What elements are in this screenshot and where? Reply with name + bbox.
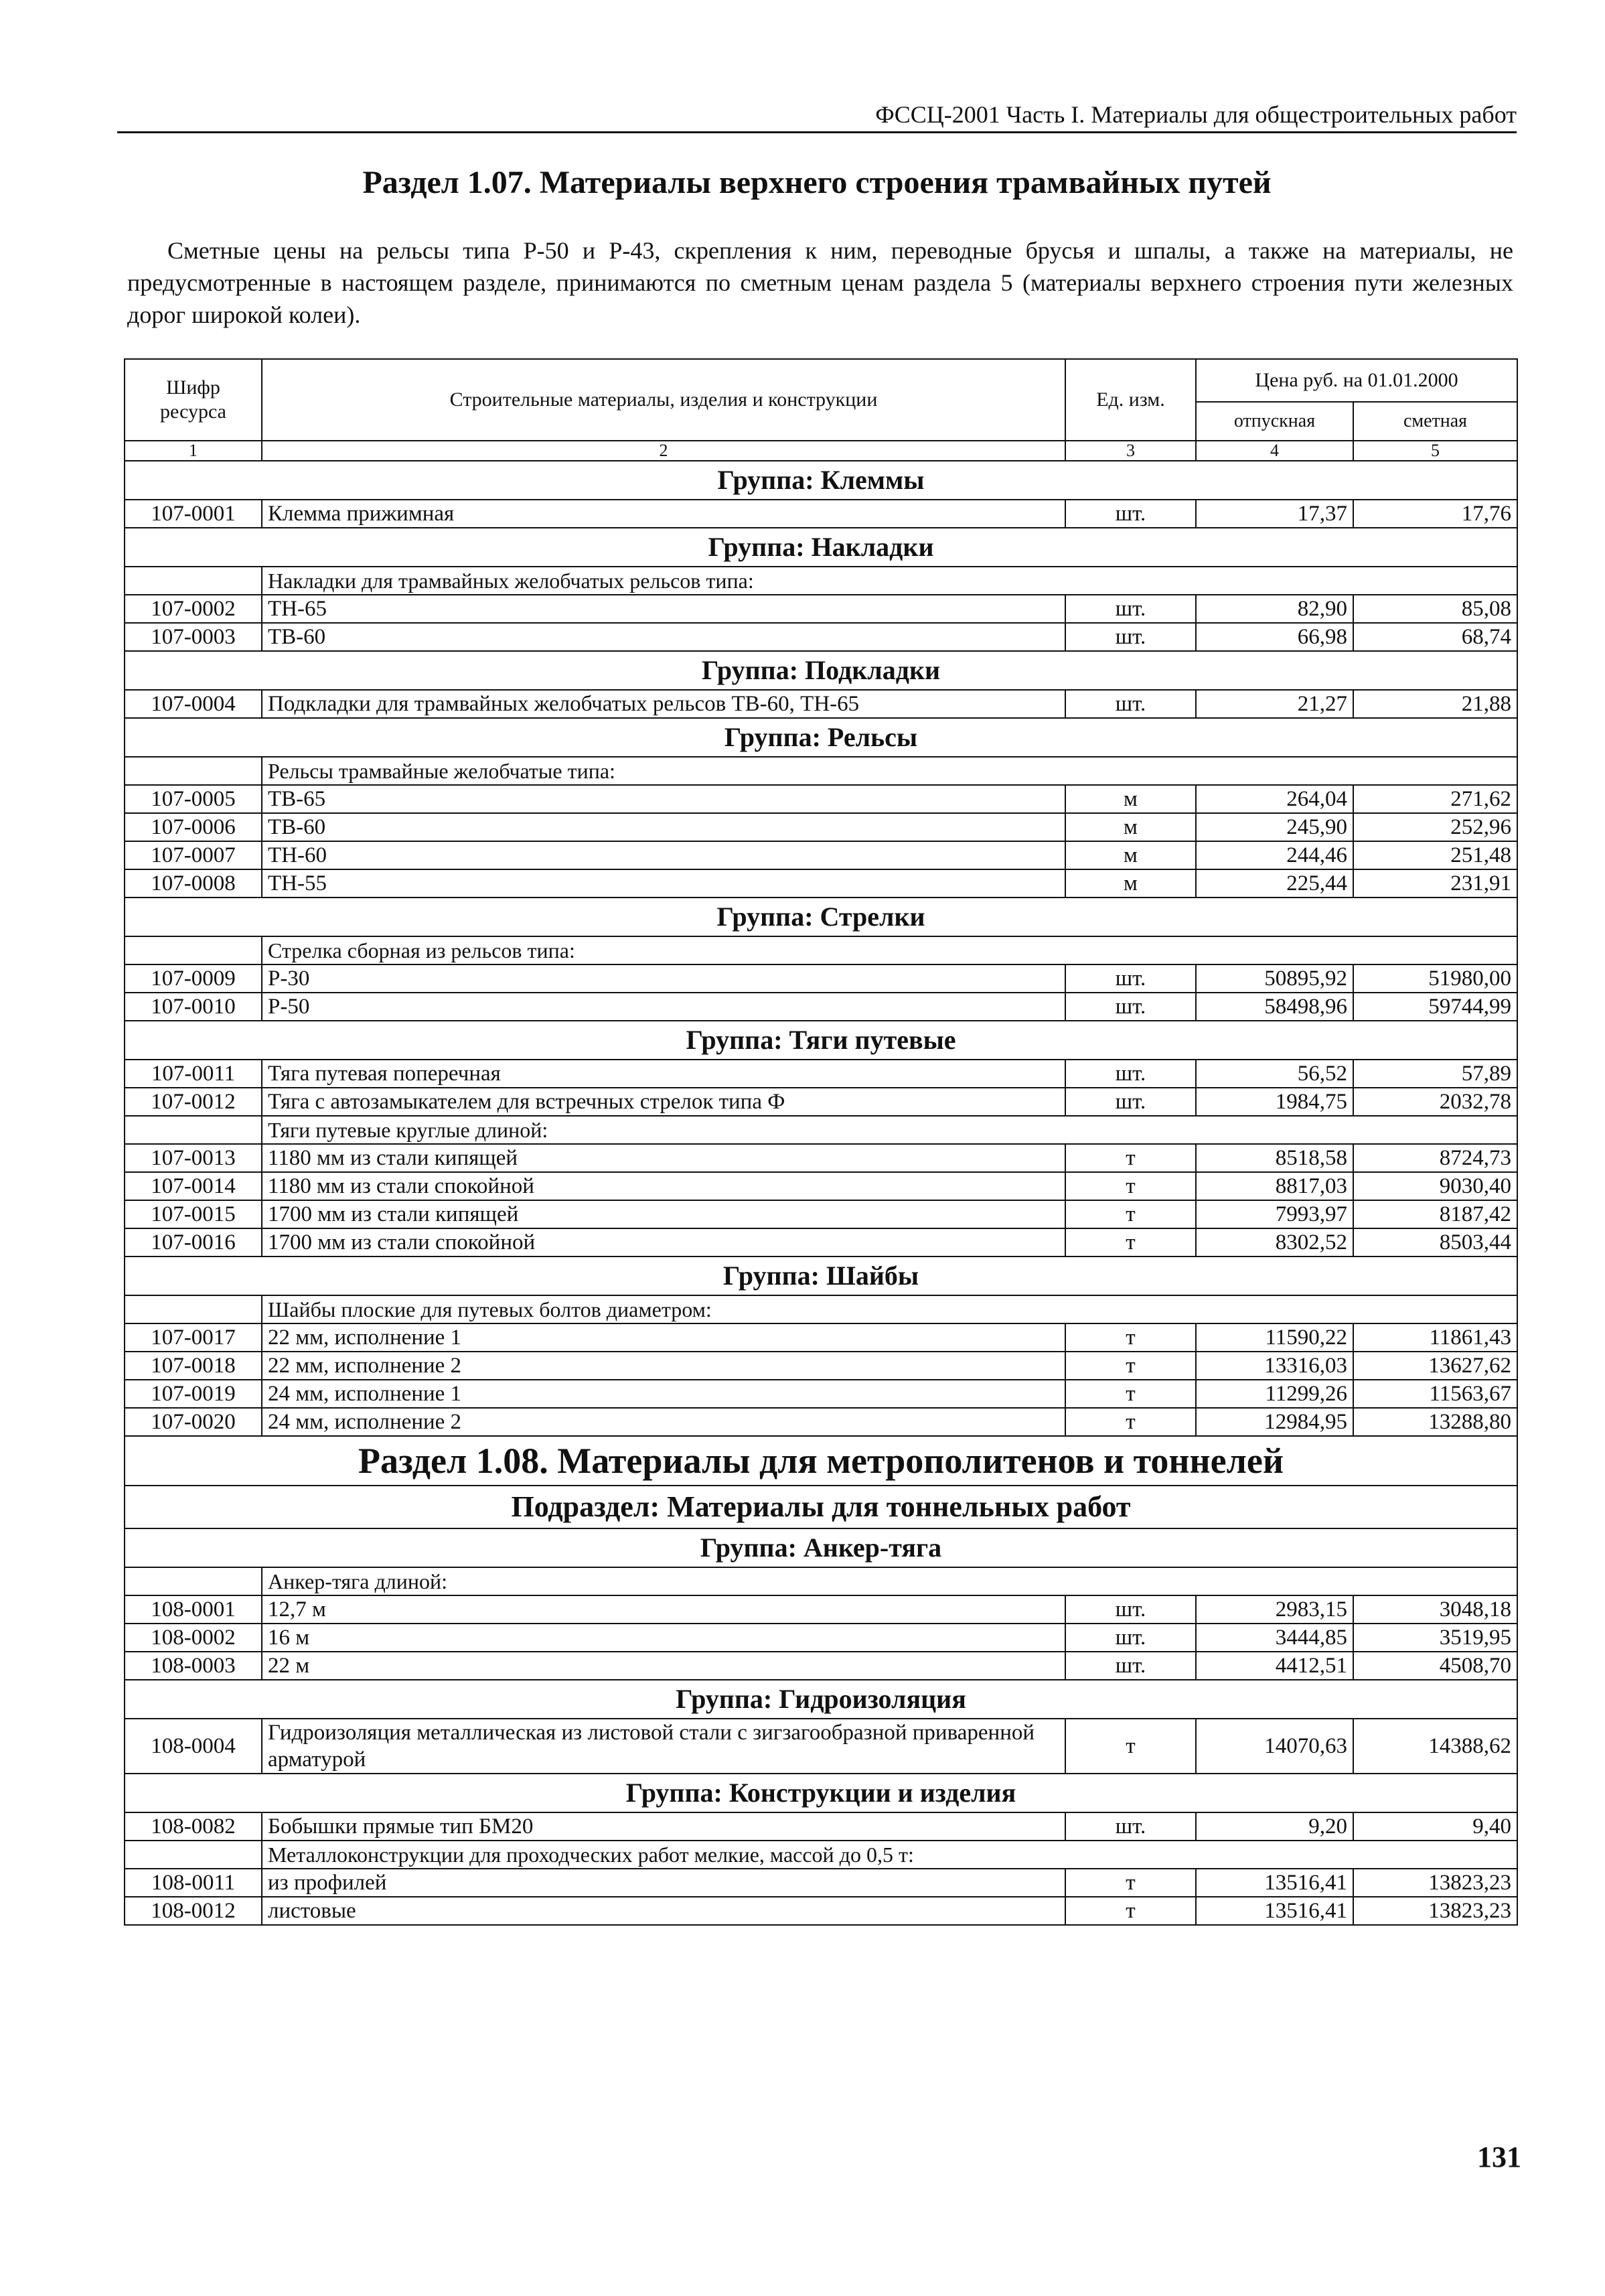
description-row bbox=[125, 567, 1517, 595]
col-header-release-price: отпускная bbox=[1196, 402, 1353, 441]
empty-cell bbox=[125, 1116, 262, 1144]
release-price: 9,20 bbox=[1196, 1812, 1353, 1841]
estimate-price: 252,96 bbox=[1353, 813, 1517, 841]
unit-of-measure: т bbox=[1065, 1172, 1196, 1200]
material-name: Подкладки для трамвайных желобчатых рельсов ТВ-60, ТН-65 bbox=[262, 690, 1065, 718]
group-heading: Группа: Гидроизоляция bbox=[125, 1680, 1517, 1719]
resource-code: 108-0001 bbox=[125, 1595, 262, 1624]
group-heading-row bbox=[125, 1257, 1517, 1295]
estimate-price: 13288,80 bbox=[1353, 1408, 1517, 1436]
unit-of-measure: т bbox=[1065, 1200, 1196, 1228]
resource-code: 107-0014 bbox=[125, 1172, 262, 1200]
material-name: ТН-60 bbox=[262, 841, 1065, 869]
description-text: Стрелка сборная из рельсов типа: bbox=[262, 936, 1517, 964]
resource-code: 107-0020 bbox=[125, 1408, 262, 1436]
estimate-price: 57,89 bbox=[1353, 1060, 1517, 1088]
section-title: Раздел 1.07. Материалы верхнего строения трамвайных путей bbox=[362, 165, 1272, 200]
resource-code: 107-0009 bbox=[125, 964, 262, 993]
material-name: 22 мм, исполнение 2 bbox=[262, 1352, 1065, 1380]
description-text: Накладки для трамвайных желобчатых рельсов типа: bbox=[262, 567, 1517, 595]
estimate-price: 251,48 bbox=[1353, 841, 1517, 869]
description-text: Шайбы плоские для путевых болтов диаметром: bbox=[262, 1295, 1517, 1323]
col-header-unit: Ед. изм. bbox=[1065, 359, 1196, 441]
estimate-price: 9030,40 bbox=[1353, 1172, 1517, 1200]
estimate-price: 3048,18 bbox=[1353, 1595, 1517, 1624]
resource-code: 107-0019 bbox=[125, 1380, 262, 1408]
release-price: 8302,52 bbox=[1196, 1228, 1353, 1257]
release-price: 56,52 bbox=[1196, 1060, 1353, 1088]
section-heading: Раздел 1.08. Материалы для метрополитенов и тоннелей bbox=[125, 1436, 1517, 1486]
estimate-price: 13823,23 bbox=[1353, 1897, 1517, 1925]
resource-code: 107-0005 bbox=[125, 785, 262, 813]
unit-of-measure: т bbox=[1065, 1380, 1196, 1408]
running-header: ФССЦ-2001 Часть I. Материалы для общестроительных работ bbox=[117, 100, 1517, 133]
resource-code: 108-0012 bbox=[125, 1897, 262, 1925]
resource-code: 107-0012 bbox=[125, 1088, 262, 1116]
empty-cell bbox=[125, 1295, 262, 1323]
col-header-code: Шифр ресурса bbox=[125, 359, 262, 441]
resource-code: 107-0004 bbox=[125, 690, 262, 718]
release-price: 13316,03 bbox=[1196, 1352, 1353, 1380]
release-price: 17,37 bbox=[1196, 500, 1353, 528]
estimate-price: 4508,70 bbox=[1353, 1652, 1517, 1680]
table-row bbox=[125, 690, 1517, 718]
unit-of-measure: шт. bbox=[1065, 1624, 1196, 1652]
estimate-price: 59744,99 bbox=[1353, 993, 1517, 1021]
unit-of-measure: т bbox=[1065, 1897, 1196, 1925]
unit-of-measure: т bbox=[1065, 1719, 1196, 1774]
estimate-price: 3519,95 bbox=[1353, 1624, 1517, 1652]
table-row bbox=[125, 841, 1517, 869]
estimate-price: 2032,78 bbox=[1353, 1088, 1517, 1116]
col-number: 2 bbox=[262, 441, 1065, 461]
subsection-heading: Подраздел: Материалы для тоннельных работ bbox=[125, 1486, 1517, 1528]
group-heading-row bbox=[125, 1774, 1517, 1812]
table-row bbox=[125, 623, 1517, 651]
material-name: ТВ-60 bbox=[262, 813, 1065, 841]
description-row bbox=[125, 1295, 1517, 1323]
release-price: 58498,96 bbox=[1196, 993, 1353, 1021]
col-number: 5 bbox=[1353, 441, 1517, 461]
release-price: 21,27 bbox=[1196, 690, 1353, 718]
release-price: 8518,58 bbox=[1196, 1144, 1353, 1172]
material-name: ТВ-65 bbox=[262, 785, 1065, 813]
release-price: 3444,85 bbox=[1196, 1624, 1353, 1652]
group-heading: Группа: Подкладки bbox=[125, 651, 1517, 690]
material-name: Гидроизоляция металлическая из листовой стали с зигзагообразной приваренной арматурой bbox=[262, 1719, 1065, 1774]
col-header-estimate-price: сметная bbox=[1353, 402, 1517, 441]
table-row bbox=[125, 993, 1517, 1021]
unit-of-measure: т bbox=[1065, 1228, 1196, 1257]
estimate-price: 17,76 bbox=[1353, 500, 1517, 528]
table-row bbox=[125, 500, 1517, 528]
resource-code: 107-0003 bbox=[125, 623, 262, 651]
release-price: 13516,41 bbox=[1196, 1869, 1353, 1897]
table-row bbox=[125, 1408, 1517, 1436]
material-name: Р-50 bbox=[262, 993, 1065, 1021]
group-heading-row bbox=[125, 461, 1517, 500]
material-name: 12,7 м bbox=[262, 1595, 1065, 1624]
table-row bbox=[125, 813, 1517, 841]
estimate-price: 85,08 bbox=[1353, 595, 1517, 623]
group-heading-row bbox=[125, 1528, 1517, 1567]
empty-cell bbox=[125, 1567, 262, 1595]
material-name: ТН-55 bbox=[262, 869, 1065, 898]
release-price: 225,44 bbox=[1196, 869, 1353, 898]
table-row bbox=[125, 1352, 1517, 1380]
resource-code: 107-0013 bbox=[125, 1144, 262, 1172]
release-price: 82,90 bbox=[1196, 595, 1353, 623]
material-name: ТН-65 bbox=[262, 595, 1065, 623]
unit-of-measure: шт. bbox=[1065, 993, 1196, 1021]
group-heading: Группа: Тяги путевые bbox=[125, 1021, 1517, 1060]
table-row bbox=[125, 1595, 1517, 1624]
release-price: 66,98 bbox=[1196, 623, 1353, 651]
material-name: 24 мм, исполнение 1 bbox=[262, 1380, 1065, 1408]
estimate-price: 13823,23 bbox=[1353, 1869, 1517, 1897]
material-name: Р-30 bbox=[262, 964, 1065, 993]
material-name: 22 мм, исполнение 1 bbox=[262, 1323, 1065, 1352]
release-price: 8817,03 bbox=[1196, 1172, 1353, 1200]
material-name: листовые bbox=[262, 1897, 1065, 1925]
table-row bbox=[125, 1200, 1517, 1228]
table-row bbox=[125, 1652, 1517, 1680]
resource-code: 107-0018 bbox=[125, 1352, 262, 1380]
table-row bbox=[125, 595, 1517, 623]
release-price: 1984,75 bbox=[1196, 1088, 1353, 1116]
material-name: из профилей bbox=[262, 1869, 1065, 1897]
resource-code: 107-0007 bbox=[125, 841, 262, 869]
estimate-price: 9,40 bbox=[1353, 1812, 1517, 1841]
table-row bbox=[125, 964, 1517, 993]
col-number: 4 bbox=[1196, 441, 1353, 461]
estimate-price: 14388,62 bbox=[1353, 1719, 1517, 1774]
col-number: 1 bbox=[125, 441, 262, 461]
description-text: Рельсы трамвайные желобчатые типа: bbox=[262, 757, 1517, 785]
unit-of-measure: шт. bbox=[1065, 623, 1196, 651]
unit-of-measure: м bbox=[1065, 869, 1196, 898]
empty-cell bbox=[125, 1841, 262, 1869]
group-heading-row bbox=[125, 651, 1517, 690]
estimate-price: 8724,73 bbox=[1353, 1144, 1517, 1172]
group-heading: Группа: Стрелки bbox=[125, 898, 1517, 936]
empty-cell bbox=[125, 757, 262, 785]
table-row bbox=[125, 1144, 1517, 1172]
table-row bbox=[125, 869, 1517, 898]
group-heading-row bbox=[125, 718, 1517, 757]
table-row bbox=[125, 785, 1517, 813]
table-row bbox=[125, 1323, 1517, 1352]
estimate-price: 231,91 bbox=[1353, 869, 1517, 898]
release-price: 50895,92 bbox=[1196, 964, 1353, 993]
resource-code: 107-0017 bbox=[125, 1323, 262, 1352]
estimate-price: 8503,44 bbox=[1353, 1228, 1517, 1257]
resource-code: 107-0011 bbox=[125, 1060, 262, 1088]
resource-code: 108-0011 bbox=[125, 1869, 262, 1897]
unit-of-measure: шт. bbox=[1065, 1088, 1196, 1116]
estimate-price: 11563,67 bbox=[1353, 1380, 1517, 1408]
release-price: 13516,41 bbox=[1196, 1897, 1353, 1925]
page-number: 131 bbox=[1477, 2141, 1521, 2173]
unit-of-measure: шт. bbox=[1065, 964, 1196, 993]
unit-of-measure: шт. bbox=[1065, 1060, 1196, 1088]
group-heading-row bbox=[125, 1680, 1517, 1719]
material-name: 1180 мм из стали спокойной bbox=[262, 1172, 1065, 1200]
resource-code: 108-0082 bbox=[125, 1812, 262, 1841]
group-heading: Группа: Конструкции и изделия bbox=[125, 1774, 1517, 1812]
empty-cell bbox=[125, 567, 262, 595]
release-price: 11299,26 bbox=[1196, 1380, 1353, 1408]
description-row bbox=[125, 757, 1517, 785]
release-price: 12984,95 bbox=[1196, 1408, 1353, 1436]
estimate-price: 51980,00 bbox=[1353, 964, 1517, 993]
description-text: Тяги путевые круглые длиной: bbox=[262, 1116, 1517, 1144]
unit-of-measure: шт. bbox=[1065, 1595, 1196, 1624]
table-row bbox=[125, 1088, 1517, 1116]
price-table-body bbox=[125, 461, 1517, 1925]
material-name: 1700 мм из стали кипящей bbox=[262, 1200, 1065, 1228]
unit-of-measure: шт. bbox=[1065, 1652, 1196, 1680]
description-row bbox=[125, 936, 1517, 964]
table-row bbox=[125, 1060, 1517, 1088]
price-table bbox=[124, 358, 1518, 1926]
resource-code: 107-0006 bbox=[125, 813, 262, 841]
empty-cell bbox=[125, 936, 262, 964]
material-name: Бобышки прямые тип БМ20 bbox=[262, 1812, 1065, 1841]
release-price: 2983,15 bbox=[1196, 1595, 1353, 1624]
material-name: Клемма прижимная bbox=[262, 500, 1065, 528]
material-name: 16 м bbox=[262, 1624, 1065, 1652]
resource-code: 107-0016 bbox=[125, 1228, 262, 1257]
release-price: 4412,51 bbox=[1196, 1652, 1353, 1680]
material-name: 1180 мм из стали кипящей bbox=[262, 1144, 1065, 1172]
release-price: 14070,63 bbox=[1196, 1719, 1353, 1774]
material-name: Тяга с автозамыкателем для встречных стрелок типа Ф bbox=[262, 1088, 1065, 1116]
estimate-price: 21,88 bbox=[1353, 690, 1517, 718]
resource-code: 107-0015 bbox=[125, 1200, 262, 1228]
table-row bbox=[125, 1897, 1517, 1925]
release-price: 11590,22 bbox=[1196, 1323, 1353, 1352]
col-header-name: Строительные материалы, изделия и конструкции bbox=[262, 359, 1065, 441]
resource-code: 107-0010 bbox=[125, 993, 262, 1021]
group-heading: Группа: Шайбы bbox=[125, 1257, 1517, 1295]
description-text: Металлоконструкции для проходческих работ мелкие, массой до 0,5 т: bbox=[262, 1841, 1517, 1869]
unit-of-measure: т bbox=[1065, 1144, 1196, 1172]
estimate-price: 271,62 bbox=[1353, 785, 1517, 813]
unit-of-measure: шт. bbox=[1065, 595, 1196, 623]
material-name: 22 м bbox=[262, 1652, 1065, 1680]
group-heading: Группа: Клеммы bbox=[125, 461, 1517, 500]
unit-of-measure: т bbox=[1065, 1408, 1196, 1436]
release-price: 244,46 bbox=[1196, 841, 1353, 869]
description-row bbox=[125, 1841, 1517, 1869]
description-row bbox=[125, 1567, 1517, 1595]
unit-of-measure: шт. bbox=[1065, 500, 1196, 528]
release-price: 7993,97 bbox=[1196, 1200, 1353, 1228]
estimate-price: 68,74 bbox=[1353, 623, 1517, 651]
table-row bbox=[125, 1172, 1517, 1200]
unit-of-measure: м bbox=[1065, 813, 1196, 841]
estimate-price: 11861,43 bbox=[1353, 1323, 1517, 1352]
resource-code: 108-0004 bbox=[125, 1719, 262, 1774]
table-row bbox=[125, 1869, 1517, 1897]
material-name: 24 мм, исполнение 2 bbox=[262, 1408, 1065, 1436]
estimate-price: 13627,62 bbox=[1353, 1352, 1517, 1380]
group-heading-row bbox=[125, 528, 1517, 567]
unit-of-measure: т bbox=[1065, 1869, 1196, 1897]
unit-of-measure: шт. bbox=[1065, 1812, 1196, 1841]
subsection-heading-row bbox=[125, 1486, 1517, 1528]
material-name: ТВ-60 bbox=[262, 623, 1065, 651]
unit-of-measure: м bbox=[1065, 841, 1196, 869]
material-name: Тяга путевая поперечная bbox=[262, 1060, 1065, 1088]
section-heading-row bbox=[125, 1436, 1517, 1486]
resource-code: 108-0002 bbox=[125, 1624, 262, 1652]
estimate-price: 8187,42 bbox=[1353, 1200, 1517, 1228]
description-text: Анкер-тяга длиной: bbox=[262, 1567, 1517, 1595]
group-heading-row bbox=[125, 898, 1517, 936]
table-row bbox=[125, 1228, 1517, 1257]
table-row bbox=[125, 1812, 1517, 1841]
group-heading: Группа: Анкер-тяга bbox=[125, 1528, 1517, 1567]
unit-of-measure: т bbox=[1065, 1352, 1196, 1380]
group-heading: Группа: Накладки bbox=[125, 528, 1517, 567]
col-header-price: Цена руб. на 01.01.2000 bbox=[1196, 359, 1517, 402]
col-number: 3 bbox=[1065, 441, 1196, 461]
resource-code: 107-0001 bbox=[125, 500, 262, 528]
resource-code: 108-0003 bbox=[125, 1652, 262, 1680]
table-row bbox=[125, 1380, 1517, 1408]
release-price: 245,90 bbox=[1196, 813, 1353, 841]
unit-of-measure: т bbox=[1065, 1323, 1196, 1352]
unit-of-measure: шт. bbox=[1065, 690, 1196, 718]
table-row bbox=[125, 1624, 1517, 1652]
resource-code: 107-0002 bbox=[125, 595, 262, 623]
group-heading: Группа: Рельсы bbox=[125, 718, 1517, 757]
table-row bbox=[125, 1719, 1517, 1774]
unit-of-measure: м bbox=[1065, 785, 1196, 813]
intro-paragraph: Сметные цены на рельсы типа Р-50 и Р-43, скрепления к ним, переводные брусья и шпалы, а также на материалы, не предусмотренные в настоящем разделе, принимаются по сметным ценам раздела 5 (материалы верхнего строения пути железных дорог широкой колеи). bbox=[127, 237, 1513, 328]
release-price: 264,04 bbox=[1196, 785, 1353, 813]
group-heading-row bbox=[125, 1021, 1517, 1060]
material-name: 1700 мм из стали спокойной bbox=[262, 1228, 1065, 1257]
description-row bbox=[125, 1116, 1517, 1144]
resource-code: 107-0008 bbox=[125, 869, 262, 898]
